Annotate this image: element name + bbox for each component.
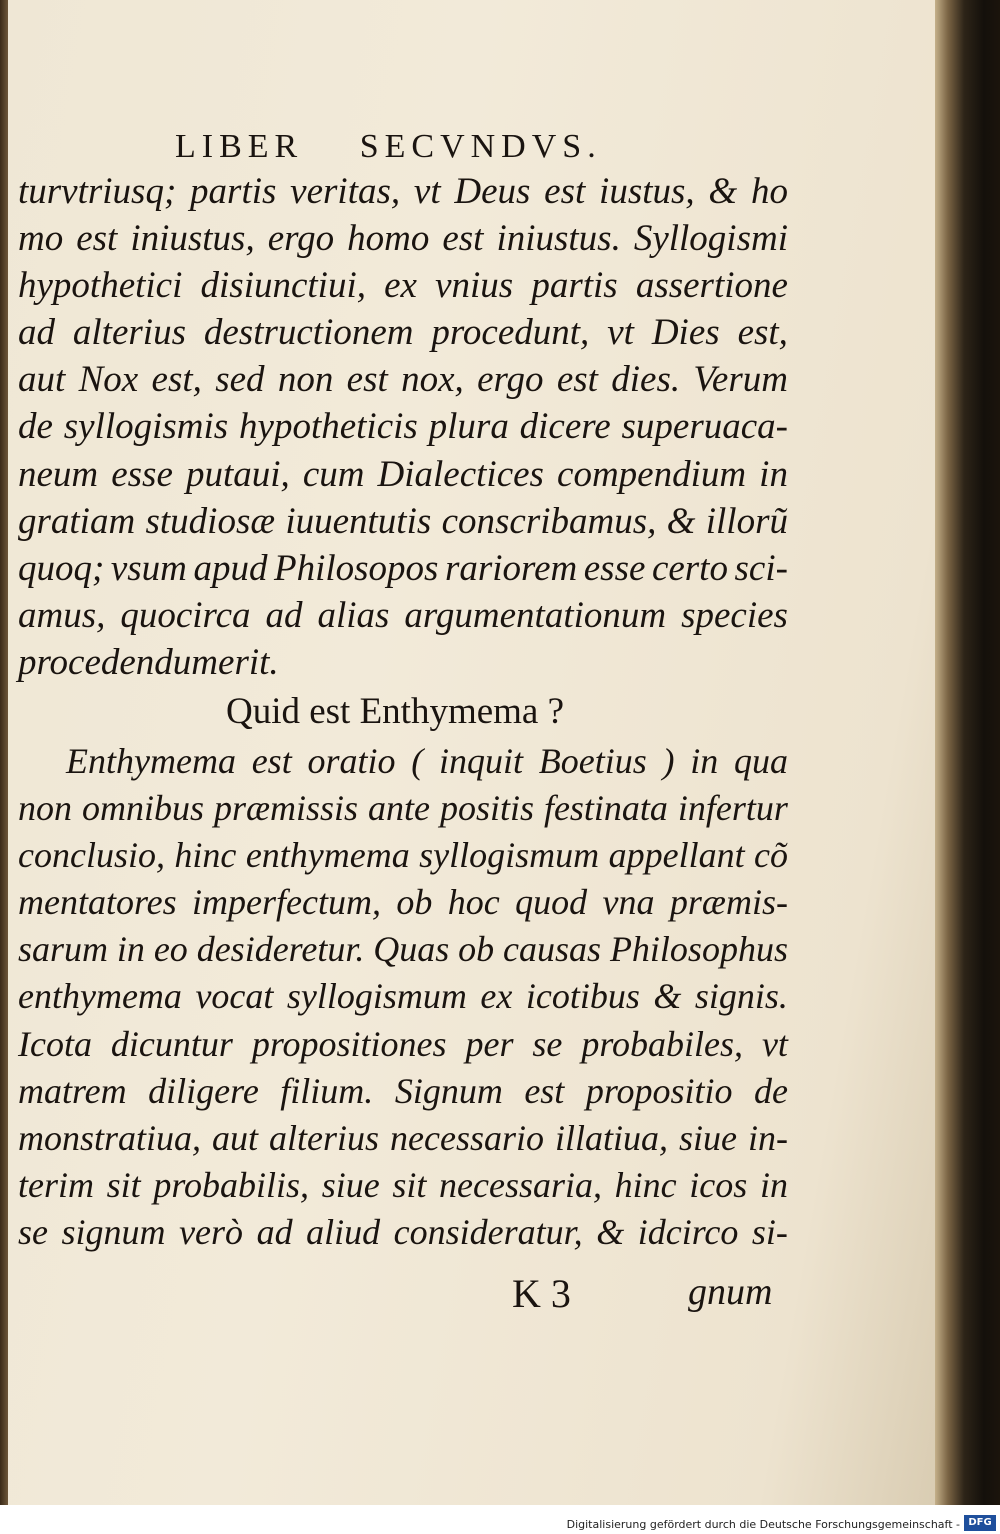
book-spine	[935, 0, 1000, 1505]
text-line: conclusio, hinc enthymema syllogismum appellant cõ	[18, 835, 788, 876]
text-line: mentatores imperfectum, ob hoc quod vna præmis-	[18, 882, 788, 923]
text-line: gratiam studiosæ iuuentutis conscribamus, & illorũ	[18, 500, 788, 542]
text-line: sarum in eo desideretur. Quas ob causas Philosophus	[18, 929, 788, 970]
dfg-logo: DFG	[964, 1515, 996, 1531]
running-header-left: LIBER	[175, 128, 304, 165]
signature-mark: K 3	[512, 1271, 571, 1316]
text-line: Icota dicuntur propositiones per se probabiles, vt	[18, 1023, 788, 1064]
running-header-right: SECVNDVS.	[359, 128, 602, 165]
text-line: monstratiua, aut alterius necessario illatiua, siue in-	[18, 1117, 788, 1158]
text-line: matrem diligere filium. Signum est propositio de	[18, 1070, 788, 1111]
text-line: non omnibus præmissis ante positis festinata infertur	[18, 788, 788, 829]
text-line: se signum verò ad aliud consideratur, & idcirco si-	[18, 1211, 788, 1252]
text-line: de syllogismis hypotheticis plura dicere superuaca-	[18, 406, 788, 448]
catchword: gnum	[688, 1271, 773, 1313]
section-heading: Quid est Enthymema ?	[225, 691, 565, 732]
text-line: neum esse putaui, cum Dialectices compendium in	[18, 453, 788, 495]
text-line: enthymema vocat syllogismum ex icotibus & signis.	[18, 976, 788, 1017]
paragraph-1	[18, 168, 788, 686]
text-line: amus, quocirca ad alias argumentationum species	[18, 594, 788, 636]
text-line: quoq; vsum apud Philosopos rariorem esse certo sci-	[18, 547, 788, 589]
text-line: Enthymema est oratio ( inquit Boetius ) in qua	[66, 741, 788, 781]
text-line: aut Nox est, sed non est nox, ergo est dies. Verum	[18, 359, 788, 401]
paragraph-2	[18, 738, 788, 1256]
text-line: turvtriusq; partis veritas, vt Deus est iustus, & ho	[18, 171, 788, 212]
text-line: procedendum erit.	[18, 641, 279, 683]
text-line: mo est iniustus, ergo homo est iniustus. Syllogismi	[18, 218, 788, 260]
text-line: terim sit probabilis, siue sit necessaria, hinc icos in	[18, 1164, 788, 1205]
text-line: hypothetici disiunctiui, ex vnius partis assertione	[18, 265, 788, 307]
digitization-credit: Digitalisierung gefördert durch die Deutsche Forschungsgemeinschaft -	[566, 1518, 960, 1531]
text-line: ad alterius destructionem procedunt, vt Dies est,	[18, 312, 788, 354]
running-header	[175, 128, 645, 166]
